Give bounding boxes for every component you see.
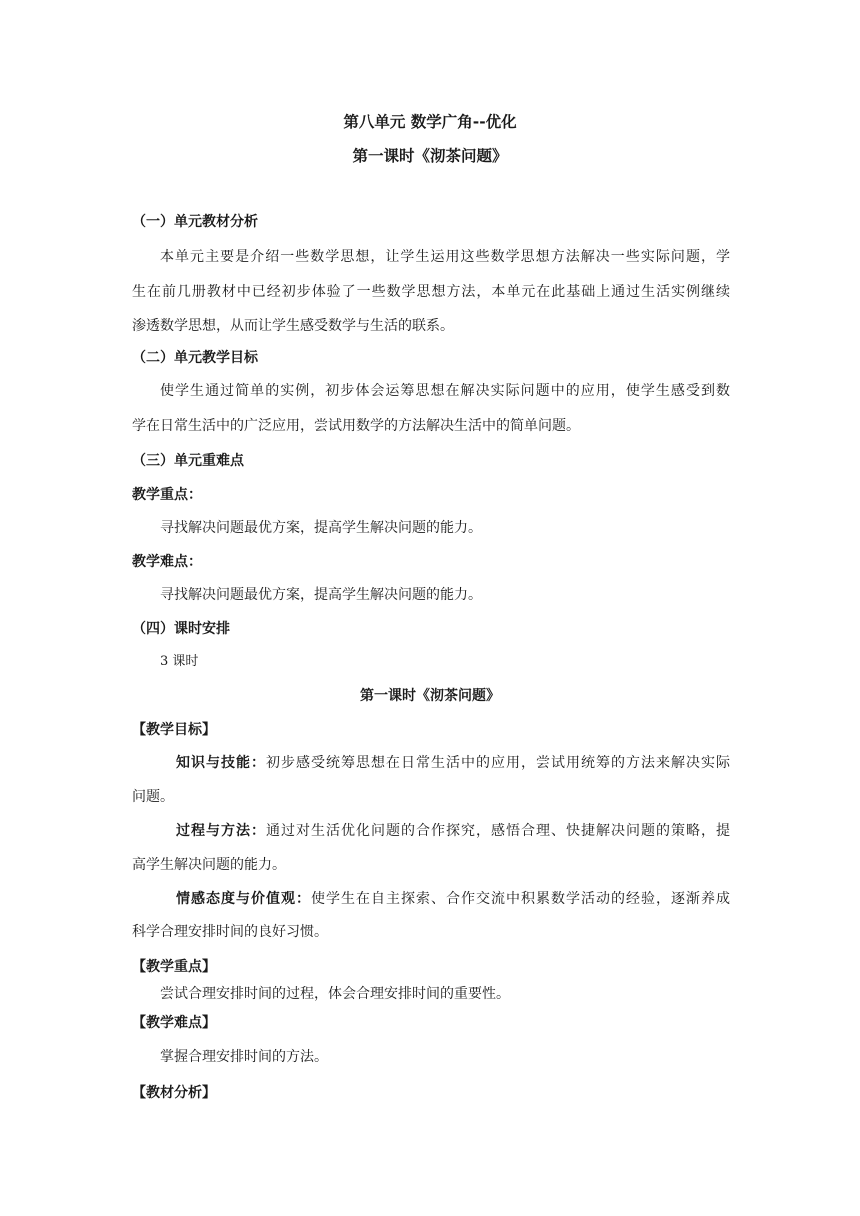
key-points-text: 尝试合理安排时间的过程，体会合理安排时间的重要性。 (160, 986, 510, 1002)
material-heading: 【教材分析】 (132, 1085, 216, 1101)
lesson-title: 第一课时《沏茶问题》 (360, 688, 500, 704)
section-heading-3: （三）单元重难点 (132, 453, 244, 469)
emotion-line-2: 科学合理安排时间的良好习惯。 (132, 924, 328, 940)
knowledge-line-1: 知识与技能：初步感受统筹思想在日常生活中的应用，尝试用统筹的方法来解决实际 (176, 755, 730, 771)
knowledge-label: 知识与技能： (176, 755, 266, 771)
key-points-heading: 【教学重点】 (132, 959, 216, 975)
emotion-line-1: 情感态度与价值观：使学生在自主探索、合作交流中积累数学活动的经验，逐渐养成 (176, 891, 730, 907)
section-heading-2: （二）单元教学目标 (132, 350, 258, 366)
knowledge-line-2: 问题。 (132, 789, 174, 805)
difficult-point-label: 教学难点： (132, 554, 202, 570)
doc-title: 第八单元 数学广角--优化 (343, 113, 517, 131)
paragraph-line: 生在前几册教材中已经初步体验了一些数学思想方法，本单元在此基础上通过生活实例继续 (132, 284, 730, 300)
key-point-text: 寻找解决问题最优方案，提高学生解决问题的能力。 (160, 520, 482, 536)
process-label: 过程与方法： (176, 823, 266, 839)
difficult-points-text: 掌握合理安排时间的方法。 (160, 1049, 328, 1065)
doc-subtitle: 第一课时《沏茶问题》 (352, 147, 508, 165)
section-heading-4: （四）课时安排 (132, 621, 230, 637)
goals-heading: 【教学目标】 (132, 722, 216, 738)
paragraph-line: 本单元主要是介绍一些数学思想，让学生运用这些数学思想方法解决一些实际问题，学 (160, 249, 730, 265)
paragraph-line: 渗透数学思想，从而让学生感受数学与生活的联系。 (132, 318, 454, 334)
paragraph-line: 使学生通过简单的实例，初步体会运筹思想在解决实际问题中的应用，使学生感受到数 (160, 383, 730, 399)
process-line-1: 过程与方法：通过对生活优化问题的合作探究，感悟合理、快捷解决问题的策略，提 (176, 823, 730, 839)
paragraph-line: 学在日常生活中的广泛应用，尝试用数学的方法解决生活中的简单问题。 (132, 418, 580, 434)
process-line-2: 高学生解决问题的能力。 (132, 857, 286, 873)
difficult-points-heading: 【教学难点】 (132, 1015, 216, 1031)
section-heading-1: （一）单元教材分析 (132, 214, 258, 230)
emotion-label: 情感态度与价值观： (176, 891, 311, 907)
difficult-point-text: 寻找解决问题最优方案，提高学生解决问题的能力。 (160, 587, 482, 603)
lesson-count: 3 课时 (160, 654, 199, 669)
key-point-label: 教学重点： (132, 487, 202, 503)
